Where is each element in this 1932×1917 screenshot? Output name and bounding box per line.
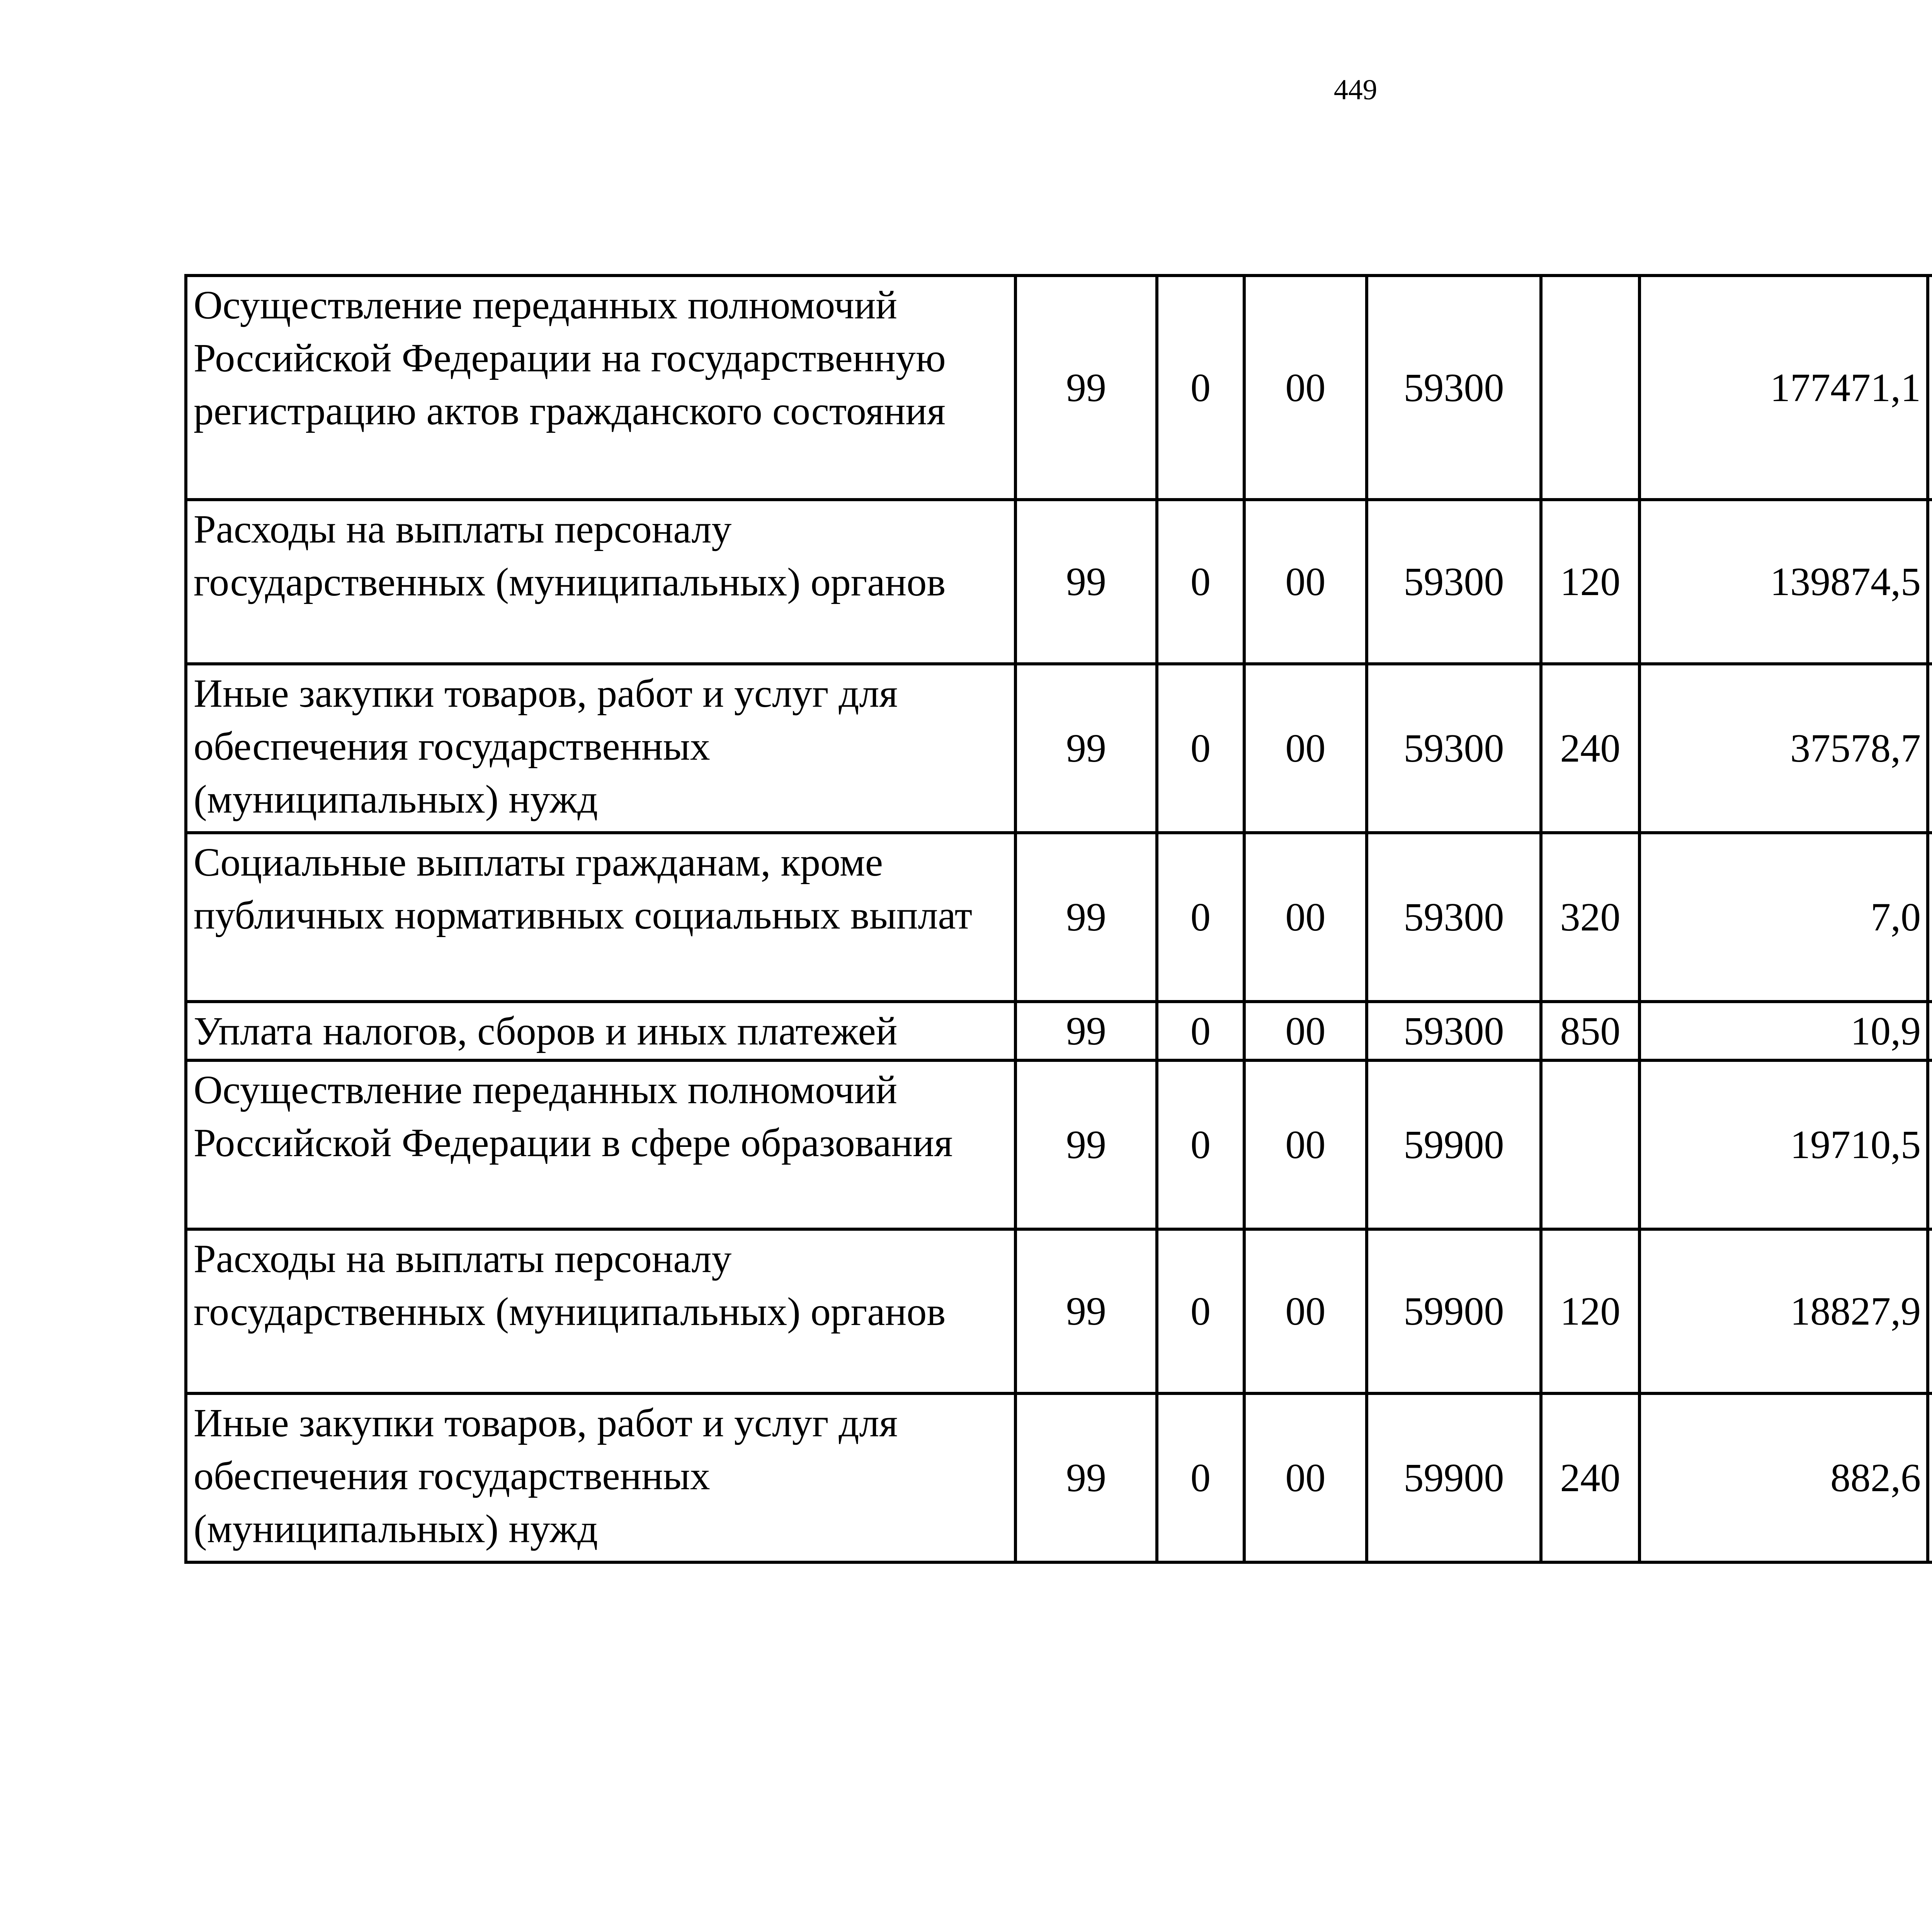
table-row [186, 1060, 1932, 1229]
amount-2 [1928, 1229, 1932, 1393]
expense-code: 59300 [1367, 276, 1541, 500]
program-code: 99 [1015, 833, 1157, 1002]
amount-1: 7,0 [1639, 833, 1928, 1002]
expense-code: 59900 [1367, 1393, 1541, 1562]
type-code: 240 [1541, 1393, 1639, 1562]
table-row [186, 664, 1932, 833]
subprogram-code: 0 [1157, 1060, 1244, 1229]
program-code: 99 [1015, 1393, 1157, 1562]
program-code: 99 [1015, 276, 1157, 500]
amount-1: 37578,7 [1639, 664, 1928, 833]
row-name: Иные закупки товаров, работ и услуг для обеспечения государственных (муниципальных) нужд [186, 664, 1015, 833]
expense-code: 59900 [1367, 1060, 1541, 1229]
type-code [1541, 276, 1639, 500]
program-code: 99 [1015, 500, 1157, 664]
direction-code: 00 [1244, 276, 1367, 500]
table-row [186, 1393, 1932, 1562]
expense-code: 59300 [1367, 664, 1541, 833]
row-name: Расходы на выплаты персоналу государственных (муниципальных) органов [186, 1229, 1015, 1393]
type-code: 240 [1541, 664, 1639, 833]
amount-2 [1928, 664, 1932, 833]
subprogram-code: 0 [1157, 500, 1244, 664]
amount-1: 177471,1 [1639, 276, 1928, 500]
type-code: 120 [1541, 500, 1639, 664]
row-name: Социальные выплаты гражданам, кроме публичных нормативных социальных выплат [186, 833, 1015, 1002]
table-row [186, 1229, 1932, 1393]
table-row [186, 1002, 1932, 1060]
amount-2 [1928, 500, 1932, 664]
amount-2 [1928, 1393, 1932, 1562]
page-number: 449 [1333, 74, 1378, 106]
table-row [186, 500, 1932, 664]
row-name: Осуществление переданных полномочий Российской Федерации в сфере образования [186, 1060, 1015, 1229]
amount-1: 139874,5 [1639, 500, 1928, 664]
subprogram-code: 0 [1157, 1002, 1244, 1060]
program-code: 99 [1015, 1229, 1157, 1393]
direction-code: 00 [1244, 1393, 1367, 1562]
amount-1: 882,6 [1639, 1393, 1928, 1562]
subprogram-code: 0 [1157, 833, 1244, 1002]
amount-2 [1928, 1002, 1932, 1060]
amount-1: 18827,9 [1639, 1229, 1928, 1393]
direction-code: 00 [1244, 664, 1367, 833]
type-code [1541, 1060, 1639, 1229]
row-name: Осуществление переданных полномочий Российской Федерации на государственную регистрацию актов гражданского состояния [186, 276, 1015, 500]
direction-code: 00 [1244, 500, 1367, 664]
program-code: 99 [1015, 1060, 1157, 1229]
expense-code: 59300 [1367, 500, 1541, 664]
direction-code: 00 [1244, 833, 1367, 1002]
row-name: Уплата налогов, сборов и иных платежей [186, 1002, 1015, 1060]
type-code: 320 [1541, 833, 1639, 1002]
direction-code: 00 [1244, 1060, 1367, 1229]
subprogram-code: 0 [1157, 276, 1244, 500]
row-name: Иные закупки товаров, работ и услуг для обеспечения государственных (муниципальных) нужд [186, 1393, 1015, 1562]
expense-code: 59900 [1367, 1229, 1541, 1393]
amount-1: 19710,5 [1639, 1060, 1928, 1229]
amount-1: 10,9 [1639, 1002, 1928, 1060]
table-row [186, 833, 1932, 1002]
amount-2 [1928, 833, 1932, 1002]
type-code: 120 [1541, 1229, 1639, 1393]
amount-2 [1928, 276, 1932, 500]
program-code: 99 [1015, 664, 1157, 833]
expense-code: 59300 [1367, 833, 1541, 1002]
direction-code: 00 [1244, 1002, 1367, 1060]
expense-code: 59300 [1367, 1002, 1541, 1060]
type-code: 850 [1541, 1002, 1639, 1060]
table-row [186, 276, 1932, 500]
budget-table [184, 274, 1932, 1564]
subprogram-code: 0 [1157, 664, 1244, 833]
direction-code: 00 [1244, 1229, 1367, 1393]
subprogram-code: 0 [1157, 1393, 1244, 1562]
amount-2 [1928, 1060, 1932, 1229]
program-code: 99 [1015, 1002, 1157, 1060]
row-name: Расходы на выплаты персоналу государственных (муниципальных) органов [186, 500, 1015, 664]
subprogram-code: 0 [1157, 1229, 1244, 1393]
